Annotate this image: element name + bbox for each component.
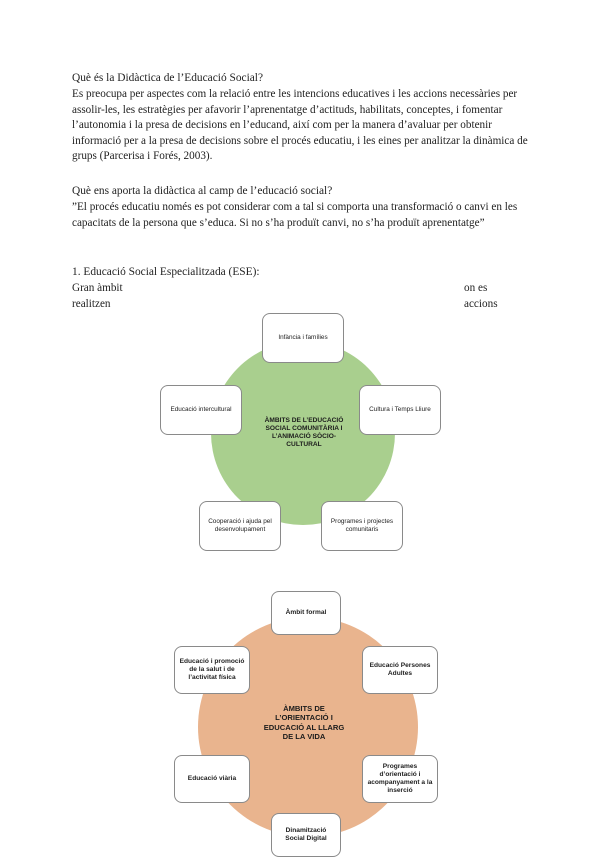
diagram2-node-insercio: Programes d’orientació i acompanyament a la inserció [362, 755, 438, 803]
section3-line1-left: Gran àmbit [72, 282, 123, 294]
diagram1-node-cooperacio: Cooperació i ajuda pel desenvolupament [199, 501, 281, 551]
diagram2-node-adultes: Educació Persones Adultes [362, 646, 438, 694]
diagram2-node-formal: Àmbit formal [271, 591, 341, 635]
section3-line2-right: accions [464, 298, 498, 310]
diagram1-node-cultura: Cultura i Temps Lliure [359, 385, 441, 435]
diagram1-node-intercultural: Educació intercultural [160, 385, 242, 435]
section3-heading: 1. Educació Social Especialitzada (ESE): [72, 266, 260, 278]
diagram2-center-label: ÀMBITS DE L’ORIENTACIÓ I EDUCACIÓ AL LLARG DE LA VIDA [263, 704, 345, 742]
diagram1-center-label: ÀMBITS DE L’EDUCACIÓ SOCIAL COMUNITÀRIA I L’ANIMACIÓ SÒCIO-CULTURAL [264, 417, 344, 448]
section1-body: Es preocupa per aspectes com la relació entre les intencions educatives i les accions necessàries per assolir-les, les estratègies per afavorir l’aprenentatge d’actituds, habilitats, conceptes, i fomentar l’autonomia i la presa de decisions en l’educand, així com per la manera d’avaluar per obtenir informació per a la presa de decisions sobre el procés educatiu, i les eines per analitzar la dinàmica de grups (Parcerisa i Forés, 2003). [72, 88, 528, 163]
diagram2-node-salut: Educació i promoció de la salut i de l’activitat física [174, 646, 250, 694]
section2-quote: ”El procés educatiu només es pot considerar com a tal si comporta una transformació o canvi en les capacitats de la persona que s’educa. Si no s’ha produït canvi, no s’ha produït aprenentatge” [72, 201, 518, 229]
diagram2-node-viaria: Educació viària [174, 755, 250, 803]
diagram2-node-digital: Dinamització Social Digital [271, 813, 341, 857]
diagram-community [0, 300, 600, 560]
section2-heading: Què ens aporta la didàctica al camp de l’educació social? [72, 185, 333, 197]
diagram1-node-programes: Programes i projectes comunitaris [321, 501, 403, 551]
diagram1-node-infancia: Infància i famílies [262, 313, 344, 363]
section3-line1-right: on es [464, 282, 488, 294]
section1-heading: Què és la Didàctica de l’Educació Social? [72, 72, 264, 84]
section3-line2-left: realitzen [72, 298, 111, 310]
diagram-orientation [0, 585, 600, 848]
